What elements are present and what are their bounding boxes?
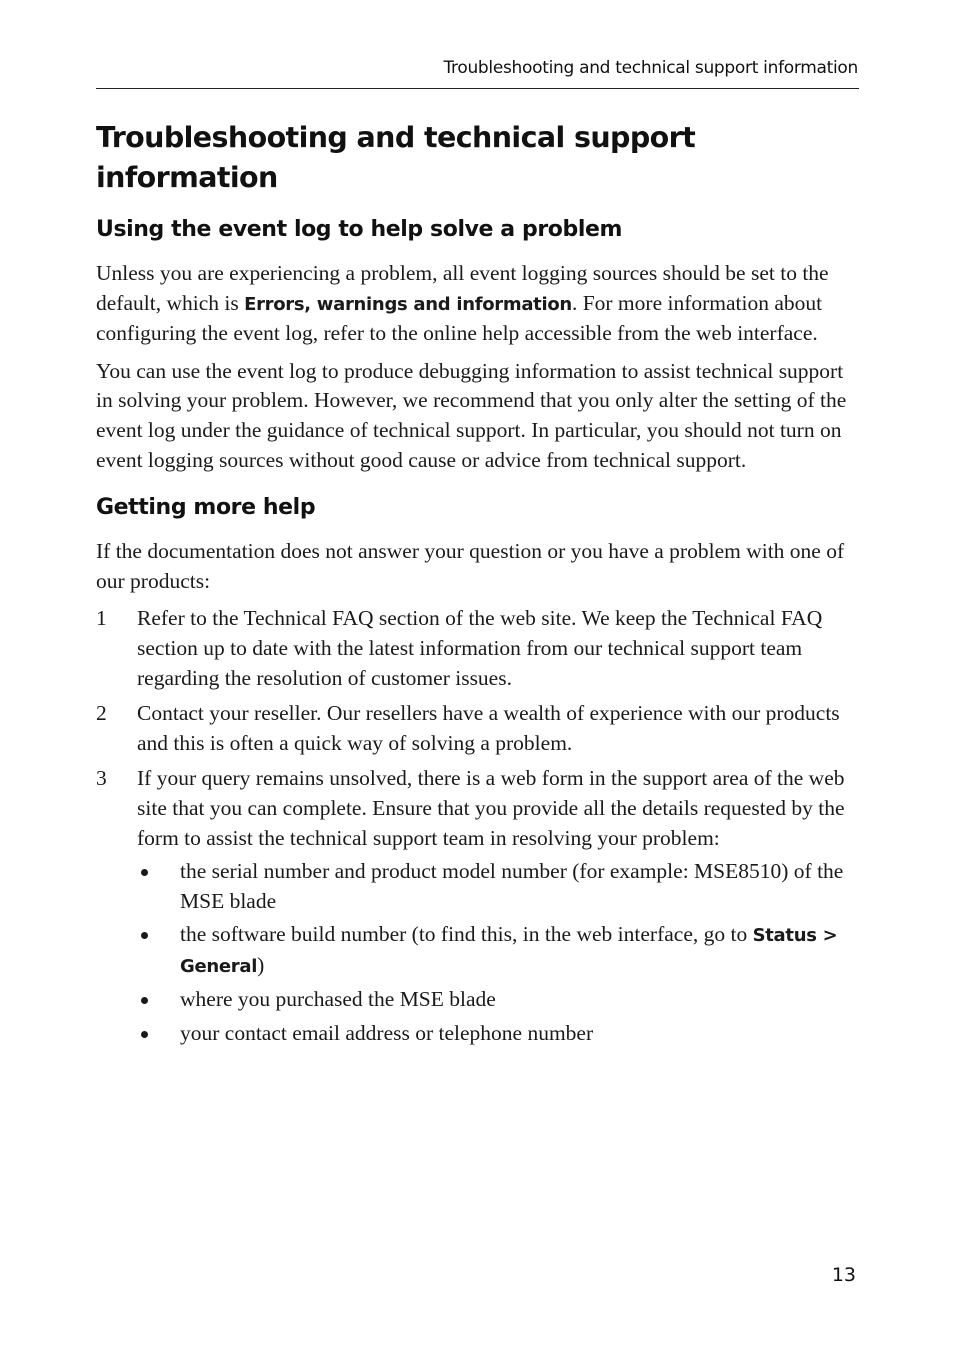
detail-text: the software build number (to find this, in the web interface, go to <box>180 922 753 947</box>
menu-path: Status > General <box>180 925 838 977</box>
detail-item <box>137 857 858 916</box>
running-header: Troubleshooting and technical support information <box>443 58 858 78</box>
detail-item <box>137 920 858 981</box>
detail-text-close: ) <box>257 952 265 977</box>
bullet-dot-icon <box>141 997 148 1004</box>
step-text: Refer to the Technical FAQ section of the web site. We keep the Technical FAQ section up to date with the latest information from our technical support team regarding the resolution of customer issues. <box>137 606 823 690</box>
bullet-dot-icon <box>141 932 148 939</box>
event-log-paragraph-1 <box>96 259 858 349</box>
help-step <box>96 604 858 693</box>
page-title: Troubleshooting and technical support information <box>96 121 696 194</box>
help-step <box>96 699 858 758</box>
header-rule <box>96 88 859 89</box>
help-steps-list <box>96 604 858 1048</box>
page-content <box>96 118 858 1055</box>
section-heading-more-help: Getting more help <box>96 495 316 521</box>
section-heading-event-log: Using the event log to help solve a problem <box>96 217 623 242</box>
detail-item <box>137 1019 858 1049</box>
event-log-paragraph-2: You can use the event log to produce debugging information to assist technical support in solving your problem. However, we recommend that you only alter the setting of the event log under the guidance of technical support. In particular, you should not turn on event logging sources without good cause or advice from technical support. <box>96 358 847 472</box>
bullet-dot-icon <box>141 1031 148 1038</box>
default-setting-name: Errors, warnings and information <box>244 293 572 315</box>
para1-text-start: Unless you are experiencing a problem, all event logging sources should be set to the default, which is <box>96 261 829 315</box>
detail-item <box>137 985 858 1015</box>
step-text: Contact your reseller. Our resellers have a wealth of experience with our products and this is often a quick way of solving a problem. <box>137 701 840 755</box>
detail-text: the serial number and product model number (for example: MSE8510) of the MSE blade <box>180 859 844 913</box>
step-number: 1 <box>96 606 107 631</box>
more-help-intro: If the documentation does not answer your question or you have a problem with one of our products: <box>96 539 845 593</box>
help-step <box>96 764 858 1048</box>
required-details-list <box>137 857 858 1049</box>
page-number: 13 <box>831 1264 856 1286</box>
para1-text-end: . For more information about configuring the event log, refer to the online help accessible from the web interface. <box>96 290 823 346</box>
step-number: 2 <box>96 701 107 726</box>
detail-text: your contact email address or telephone number <box>180 1021 594 1046</box>
step-text: If your query remains unsolved, there is a web form in the support area of the web site that you can complete. Ensure that you provide all the details requested by the form to assist the technical support team in resolving your problem: <box>137 766 845 850</box>
bullet-dot-icon <box>141 869 148 876</box>
step-number: 3 <box>96 766 107 791</box>
detail-text: where you purchased the MSE blade <box>180 987 496 1012</box>
